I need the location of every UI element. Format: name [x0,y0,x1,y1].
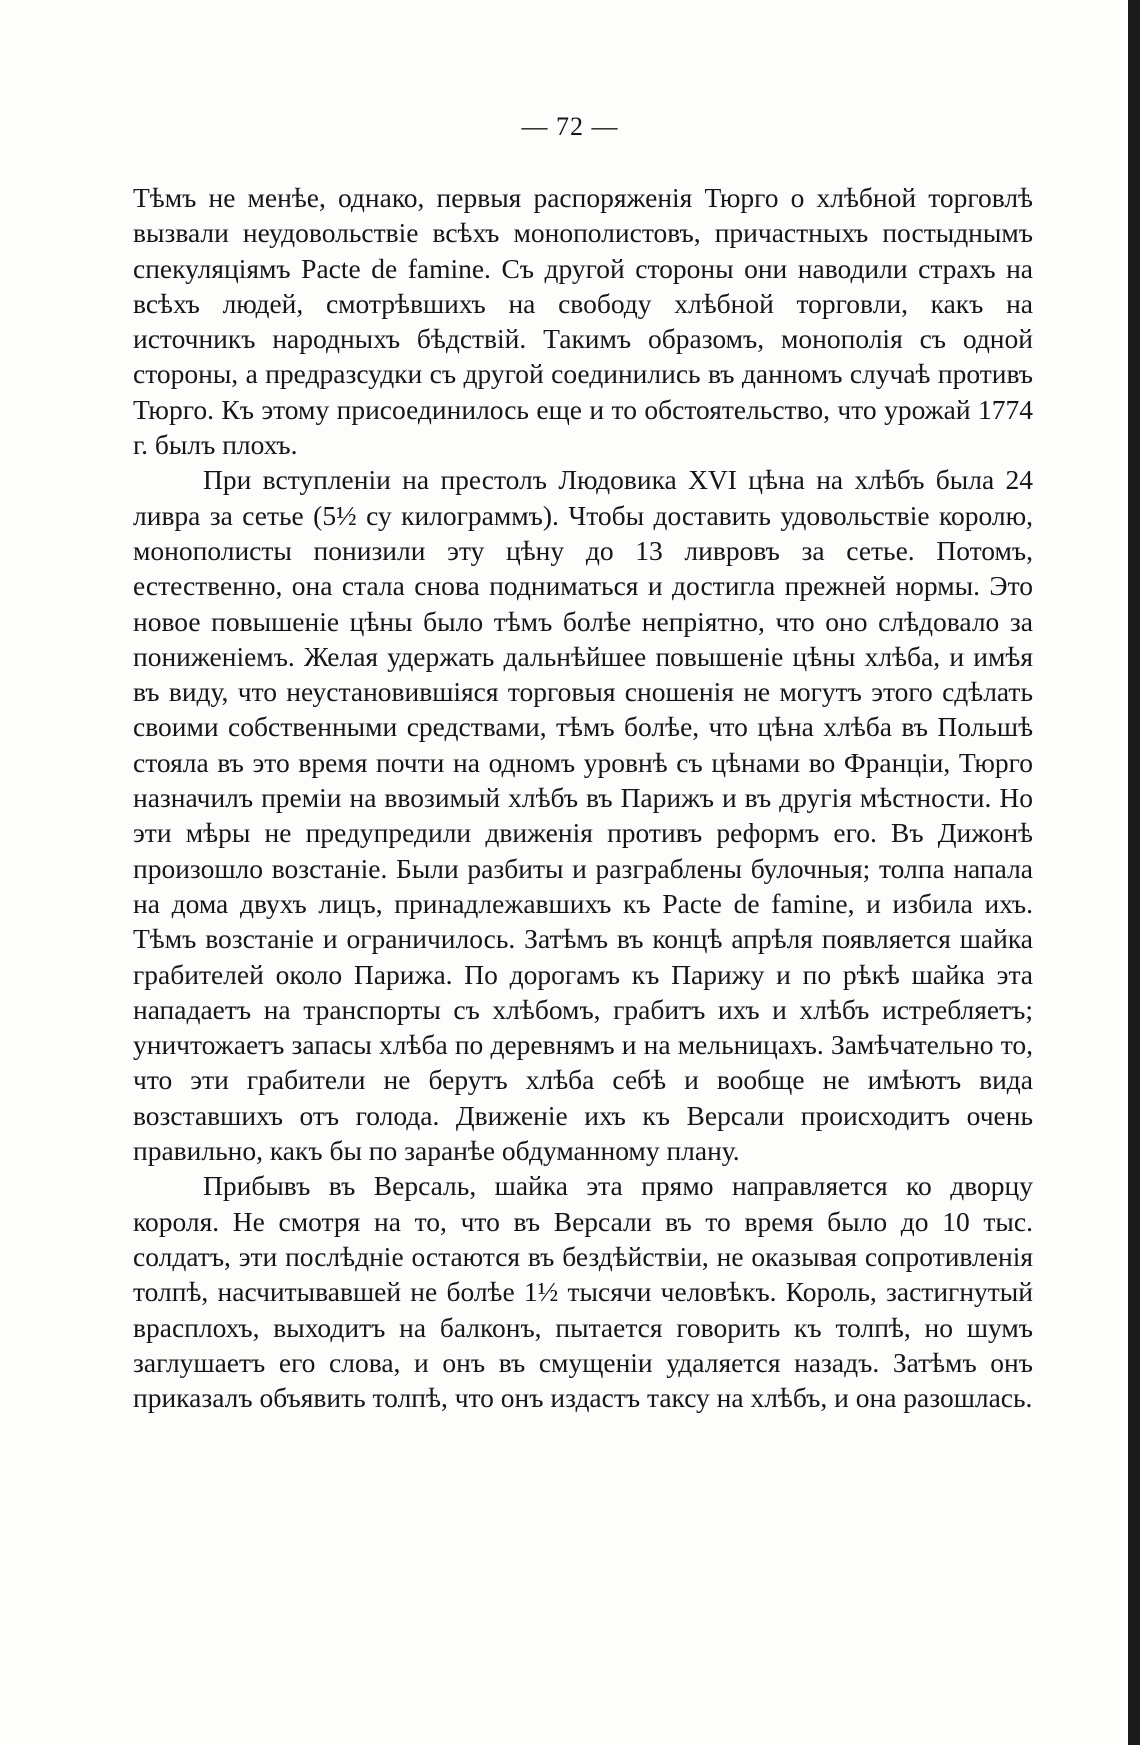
paragraph-3: Прибывъ въ Версаль, шайка эта прямо направляется ко дворцу короля. Не смотря на то, что въ Версали въ то время было до 10 тыс. солдатъ, эти послѣдніе остаются въ бездѣйствіи, не оказывая сопротивленія толпѣ, насчитывавшей не болѣе 1½ тысячи человѣкъ. Король, застигнутый врасплохъ, выходитъ на балконъ, пытается говорить къ толпѣ, но шумъ заглушаетъ его слова, и онъ въ смущеніи удаляется назадъ. Затѣмъ онъ приказалъ объявить толпѣ, что онъ издастъ таксу на хлѣбъ, и она разошлась. [133,1170,1033,1414]
paragraph-2: При вступленіи на престолъ Людовика XVI цѣна на хлѣбъ была 24 ливра за сетье (5½ су килограммъ). Чтобы доставить удовольствіе королю, монополисты понизили эту цѣну до 13 ливровъ за сетье. Потомъ, естественно, она стала снова подниматься и достигла прежней нормы. Это новое повышеніе цѣны было тѣмъ болѣе непріятно, что оно слѣдовало за пониженіемъ. Желая удержать дальнѣйшее повышеніе цѣны хлѣба, и имѣя въ виду, что неустановившіяся торговыя сношенія не могутъ этого сдѣлать своими собственными средствами, тѣмъ болѣе, что цѣна хлѣба въ Польшѣ стояла въ это время почти на одномъ уровнѣ съ цѣнами во Франціи, Тюрго назначилъ преміи на ввозимый хлѣбъ въ Парижъ и въ другія мѣстности. Но эти мѣры не предупредили движенія противъ реформъ его. Въ Дижонѣ произошло возстаніе. Были разбиты и разграблены булочныя; толпа напала на дома двухъ лицъ, принадлежавшихъ къ Pacte de famine, и избила ихъ. Тѣмъ возстаніе и ограничилось. Затѣмъ въ концѣ апрѣля появляется шайка грабителей около Парижа. По дорогамъ къ Парижу и по рѣкѣ шайка эта нападаетъ на транспорты съ хлѣбомъ, грабитъ ихъ и хлѣбъ истребляетъ; уничтожаетъ запасы хлѣба по деревнямъ и на мельницахъ. Замѣчательно то, что эти грабители не берутъ хлѣба себѣ и вообще не имѣютъ вида возставшихъ отъ голода. Движеніе ихъ къ Версали происходитъ очень правильно, какъ бы по заранѣе обдуманному плану. [133,464,1033,1167]
page-number: — 72 — [521,112,619,141]
paragraph-1: Тѣмъ не менѣе, однако, первыя распоряженія Тюрго о хлѣбной торговлѣ вызвали неудовольствіе всѣхъ монополистовъ, причастныхъ постыднымъ спекуляціямъ Pacte de famine. Съ другой стороны они наводили страхъ на всѣхъ людей, смотрѣвшихъ на свободу хлѣбной торговли, какъ на источникъ народныхъ бѣдствій. Такимъ образомъ, монополія съ одной стороны, а предразсудки съ другой соединились въ данномъ случаѣ противъ Тюрго. Къ этому присоединилось еще и то обстоятельство, что урожай 1774 г. былъ плохъ. [133,182,1033,461]
body-text [133,180,1033,1415]
scan-edge [1128,0,1140,1745]
